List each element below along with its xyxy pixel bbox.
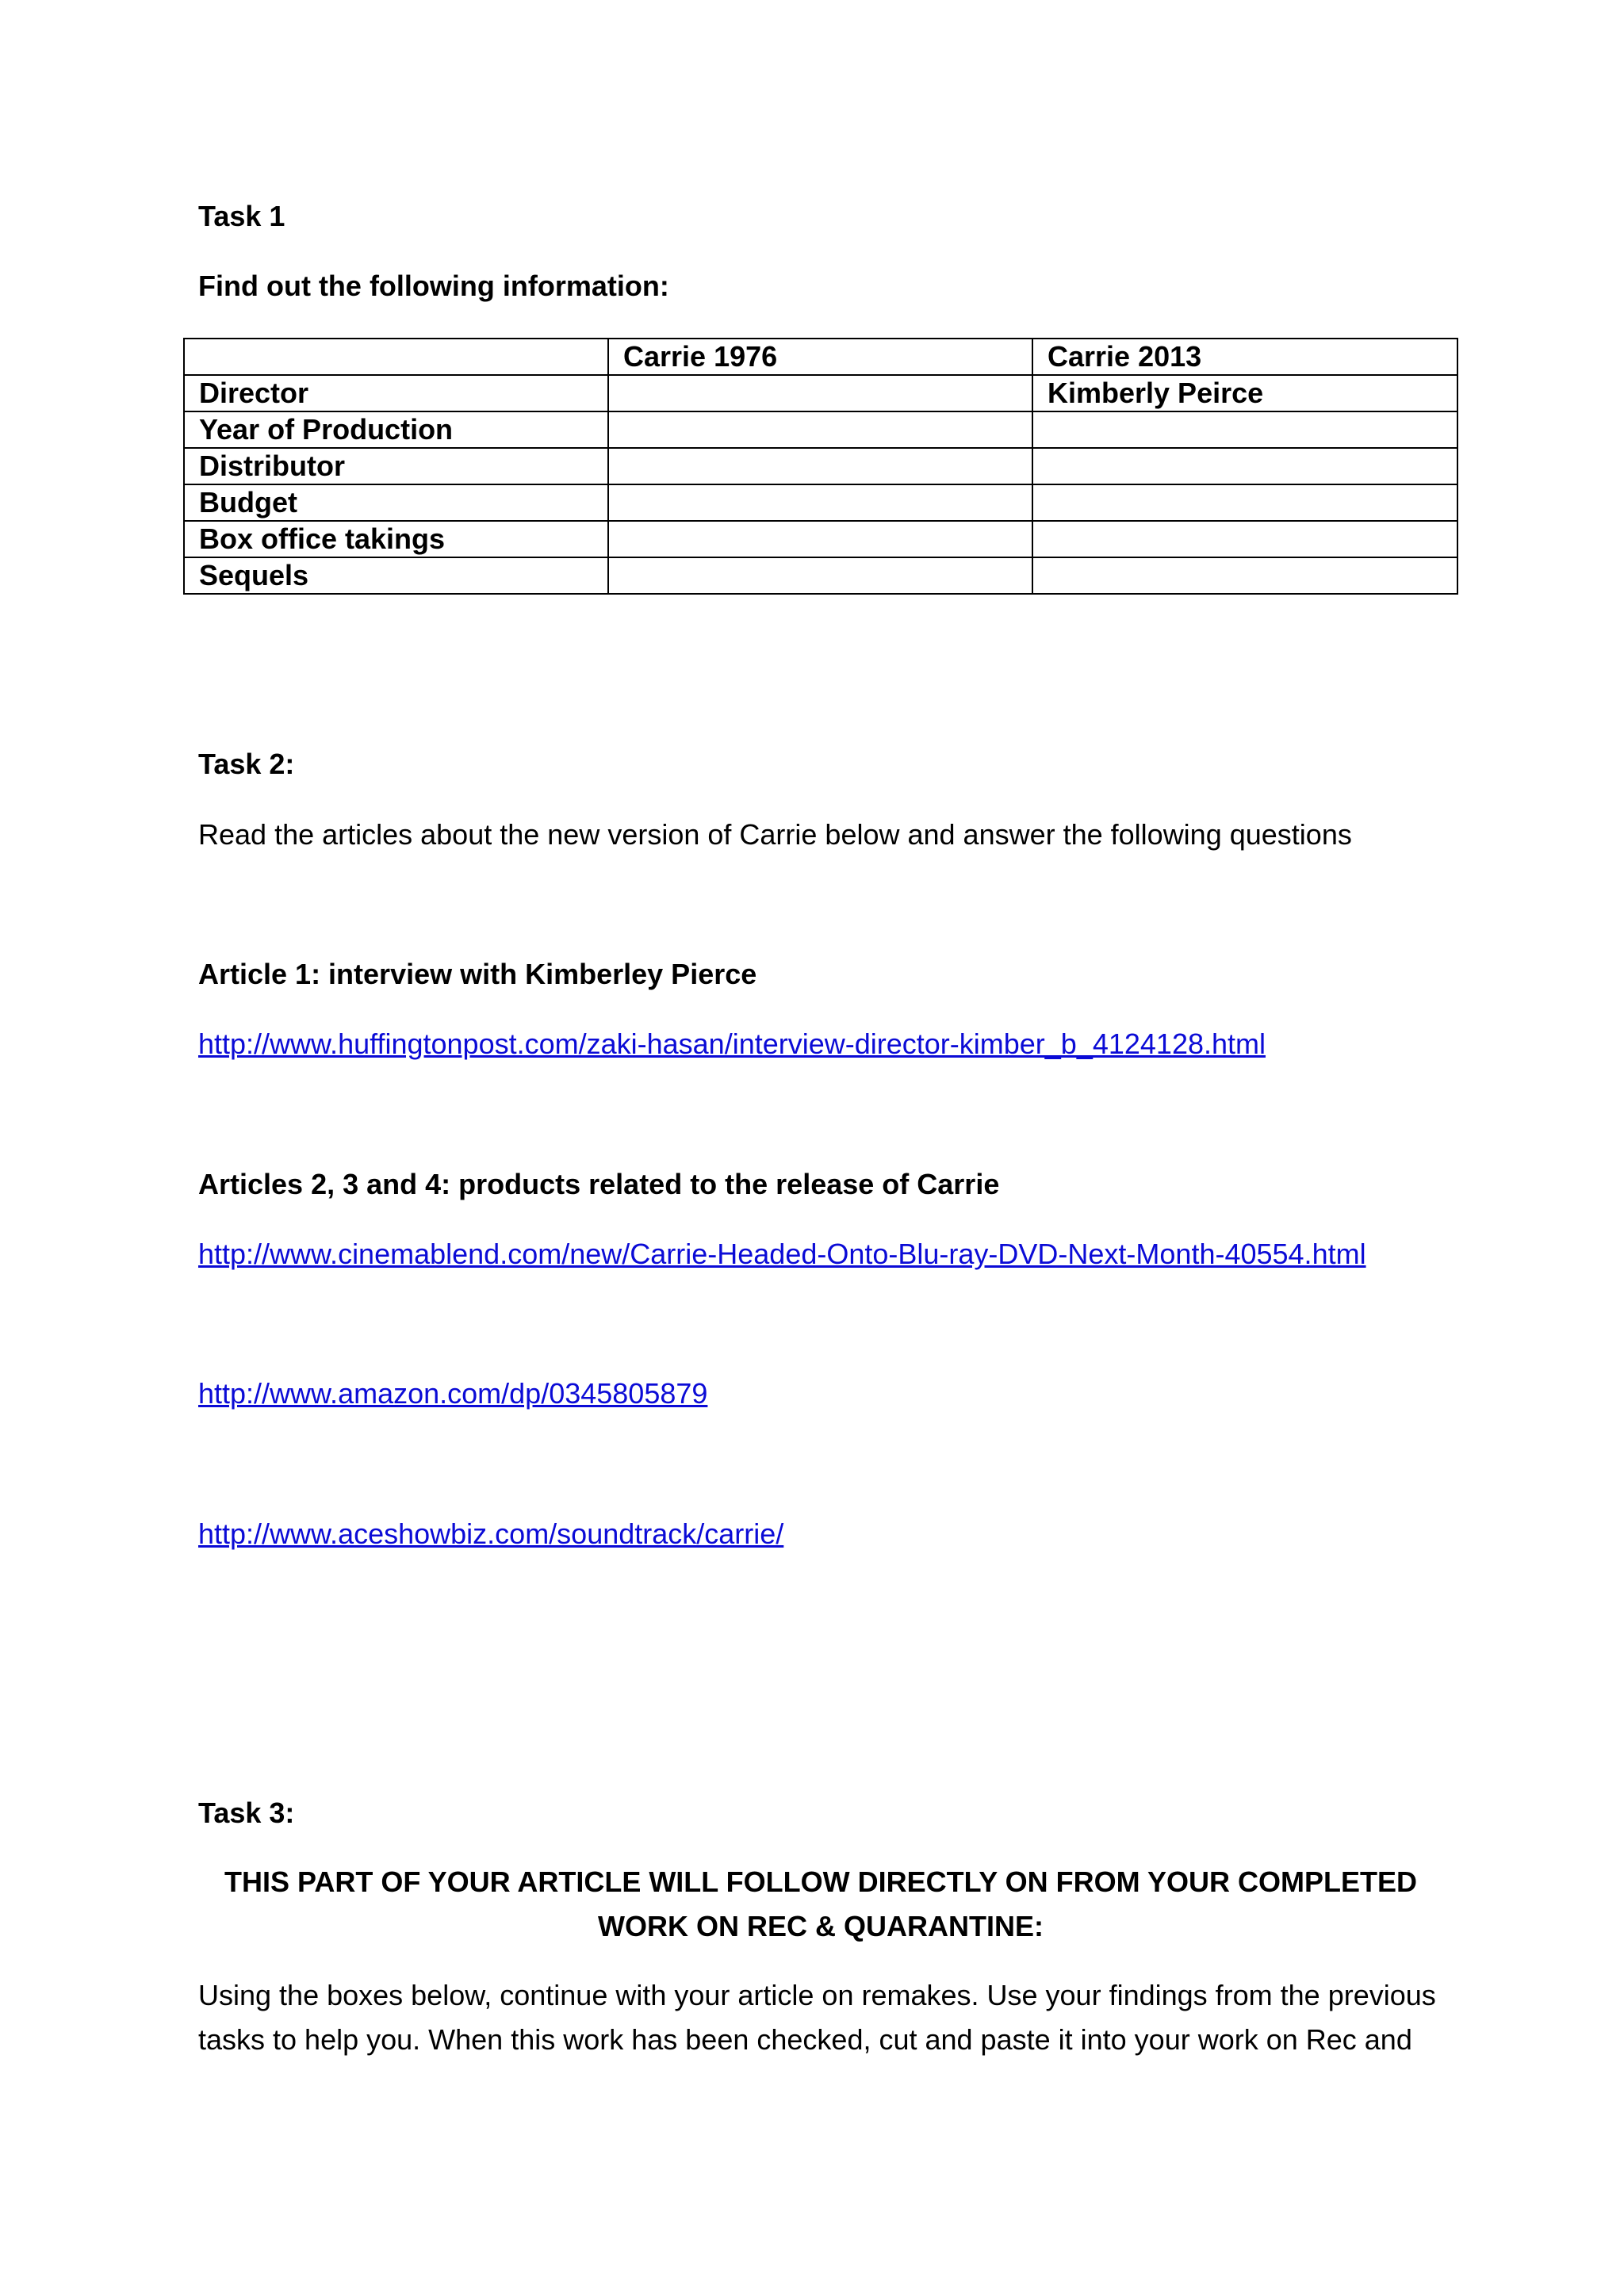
task1-instruction: Find out the following information: xyxy=(198,270,669,302)
articles234-heading: Articles 2, 3 and 4: products related to the release of Carrie xyxy=(198,1168,1000,1200)
table-cell xyxy=(608,411,1032,448)
table-cell xyxy=(1032,448,1457,484)
task1-heading: Task 1 xyxy=(198,200,285,232)
table-row-label: Year of Production xyxy=(184,411,608,448)
table-row xyxy=(184,557,1457,594)
table-cell xyxy=(608,557,1032,594)
table-row xyxy=(184,448,1457,484)
table-row xyxy=(184,521,1457,557)
table-cell: Kimberly Peirce xyxy=(1032,375,1457,411)
table-row xyxy=(184,375,1457,411)
task3-paragraph: Using the boxes below, continue with your article on remakes. Use your findings from the previous tasks to help you. When this work has been checked, cut and paste it into your work on Rec and xyxy=(198,1979,1436,2056)
article4-link[interactable]: http://www.aceshowbiz.com/soundtrack/carrie/ xyxy=(198,1517,784,1550)
table-cell xyxy=(608,484,1032,521)
table-cell xyxy=(608,375,1032,411)
table-row-label: Distributor xyxy=(184,448,608,484)
table-header-cell: Carrie 1976 xyxy=(608,339,1032,375)
table-cell xyxy=(1032,521,1457,557)
table-row-label: Box office takings xyxy=(184,521,608,557)
task3-heading: Task 3: xyxy=(198,1797,295,1829)
table-header-cell xyxy=(184,339,608,375)
article2-link[interactable]: http://www.cinemablend.com/new/Carrie-Headed-Onto-Blu-ray-DVD-Next-Month-40554.html xyxy=(198,1238,1366,1270)
table-cell xyxy=(608,521,1032,557)
table-row xyxy=(184,484,1457,521)
table-row-label: Sequels xyxy=(184,557,608,594)
table-row-label: Director xyxy=(184,375,608,411)
task3-banner: THIS PART OF YOUR ARTICLE WILL FOLLOW DIRECTLY ON FROM YOUR COMPLETED WORK ON REC & QUARANTINE: xyxy=(224,1866,1417,1942)
table-cell xyxy=(1032,557,1457,594)
task2-instruction: Read the articles about the new version of Carrie below and answer the following questions xyxy=(198,818,1352,851)
table-cell xyxy=(1032,411,1457,448)
task2-heading: Task 2: xyxy=(198,748,295,780)
article1-heading: Article 1: interview with Kimberley Pierce xyxy=(198,958,757,990)
article1-link[interactable]: http://www.huffingtonpost.com/zaki-hasan/interview-director-kimber_b_4124128.html xyxy=(198,1027,1266,1060)
table-cell xyxy=(608,448,1032,484)
table-row xyxy=(184,411,1457,448)
table-header-row xyxy=(184,339,1457,375)
article3-link[interactable]: http://www.amazon.com/dp/0345805879 xyxy=(198,1377,708,1410)
table-row-label: Budget xyxy=(184,484,608,521)
info-table xyxy=(183,338,1458,595)
table-header-cell: Carrie 2013 xyxy=(1032,339,1457,375)
table-cell xyxy=(1032,484,1457,521)
